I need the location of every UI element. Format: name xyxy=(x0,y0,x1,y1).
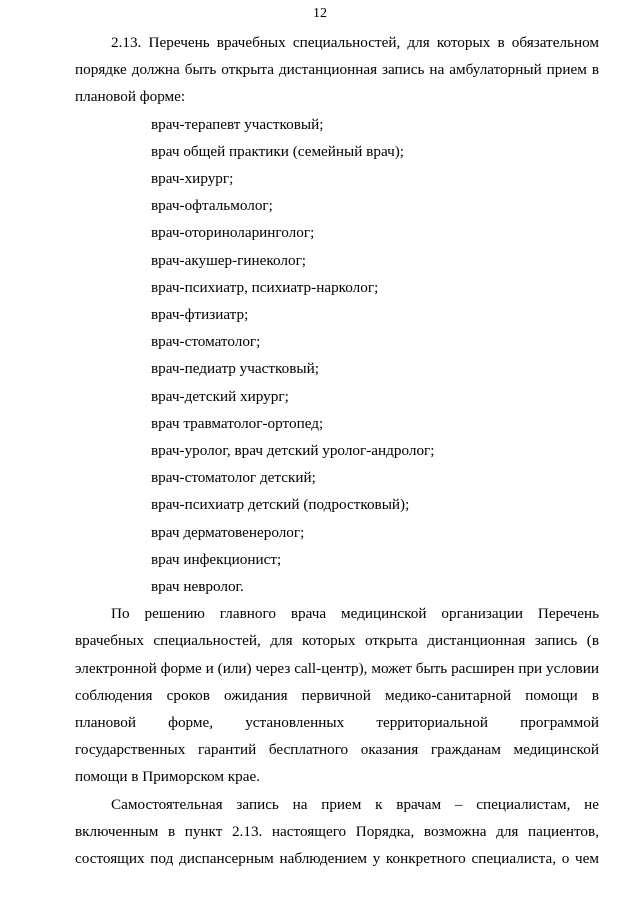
specialty-item: врач-психиатр детский (подростковый); xyxy=(151,496,410,514)
specialty-item: врач-педиатр участковый; xyxy=(151,360,319,378)
specialty-item: врач-фтизиатр; xyxy=(151,306,249,324)
specialty-item: врач-хирург; xyxy=(151,170,234,188)
specialty-item: врач общей практики (семейный врач); xyxy=(151,142,404,160)
document-body xyxy=(75,29,599,872)
specialty-item: врач-офтальмолог; xyxy=(151,197,273,215)
specialty-item: врач-детский хирург; xyxy=(151,387,289,405)
specialty-item: врач-стоматолог детский; xyxy=(151,469,316,487)
specialty-item: врач-оториноларинголог; xyxy=(151,224,315,242)
specialty-item: врач-терапевт участковый; xyxy=(151,115,324,133)
paragraph-extension: По решению главного врача медицинской организации Перечень врачебных специальностей, для которых открыта дистанционная запись (в электронной форме и (или) через call-центр), может быть расширен при условии соблюдения сроков ожидания первичной медико-санитарной помощи в плановой форме, установленных территориальной программой государственных гарантий бесплатного оказания гражданам медицинской помощи в Приморском крае. xyxy=(75,605,599,786)
specialty-item: врач-психиатр, психиатр-нарколог; xyxy=(151,278,379,296)
specialty-item: врач-стоматолог; xyxy=(151,333,261,351)
specialty-item: врач-акушер-гинеколог; xyxy=(151,251,307,269)
specialty-list xyxy=(75,111,599,601)
specialty-item: врач дерматовенеролог; xyxy=(151,523,305,541)
page-number: 12 xyxy=(313,6,327,21)
paragraph-self-registration: Самостоятельная запись на прием к врачам – специалистам, не включенным в пункт 2.13. настоящего Порядка, возможна для пациентов, состоящих под диспансерным наблюдением у конкретного специалиста, о чем xyxy=(75,795,599,868)
specialty-item: врач инфекционист; xyxy=(151,550,282,568)
section-2-13-intro: 2.13. Перечень врачебных специальностей, для которых в обязательном порядке должна быть открыта дистанционная запись на амбулаторный прием в плановой форме: xyxy=(75,34,599,106)
specialty-item: врач травматолог-ортопед; xyxy=(151,414,324,432)
specialty-item: врач-уролог, врач детский уролог-андролог; xyxy=(151,442,435,460)
specialty-item: врач невролог. xyxy=(151,578,244,596)
